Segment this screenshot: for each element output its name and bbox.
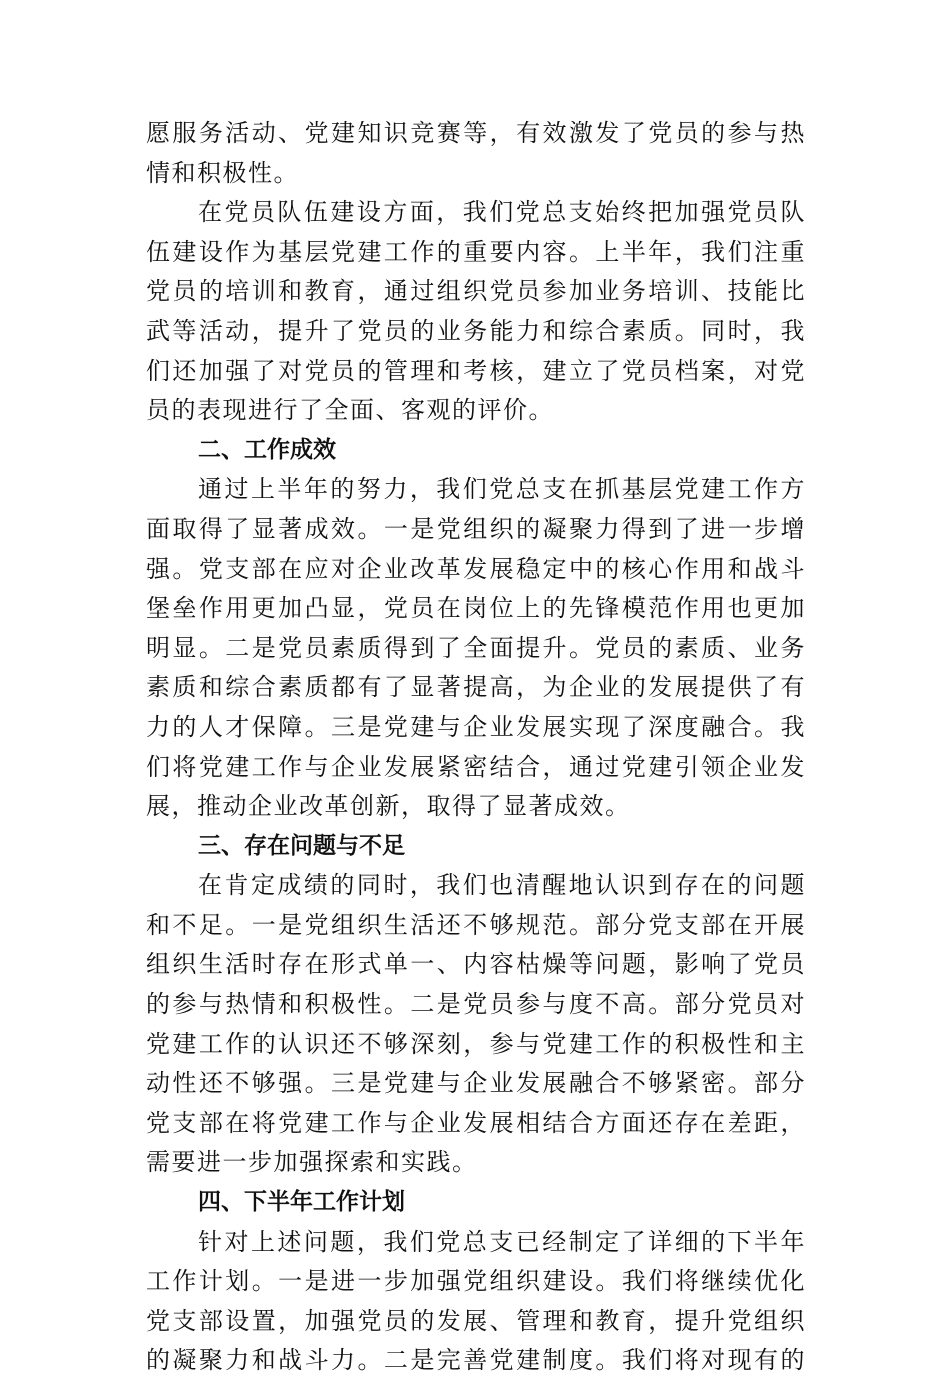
paragraph-line: 的凝聚力和战斗力。二是完善党建制度。我们将对现有的 xyxy=(146,1346,806,1375)
paragraph-line: 和不足。一是党组织生活还不够规范。部分党支部在开展 xyxy=(146,910,806,939)
paragraph-line: 党支部在将党建工作与企业发展相结合方面还存在差距， xyxy=(146,1108,806,1137)
paragraph-line: 愿服务活动、党建知识竞赛等，有效激发了党员的参与热 xyxy=(146,119,806,147)
paragraph-line: 伍建设作为基层党建工作的重要内容。上半年，我们注重 xyxy=(146,237,806,266)
paragraph-first-line: 通过上半年的努力，我们党总支在抓基层党建工作方 xyxy=(198,475,806,504)
paragraph-line: 党支部设置，加强党员的发展、管理和教育，提升党组织 xyxy=(146,1306,806,1335)
paragraph-line: 党建工作的认识还不够深刻，参与党建工作的积极性和主 xyxy=(146,1029,806,1058)
paragraph-last-line: 员的表现进行了全面、客观的评价。 xyxy=(146,396,554,425)
document-body xyxy=(146,114,806,1381)
paragraph-line: 强。党支部在应对企业改革发展稳定中的核心作用和战斗 xyxy=(146,554,806,583)
paragraph-line: 工作计划。一是进一步加强党组织建设。我们将继续优化 xyxy=(146,1267,806,1296)
paragraph-last-line: 需要进一步加强探索和实践。 xyxy=(146,1148,478,1177)
paragraph-last-line: 情和积极性。 xyxy=(146,158,299,187)
paragraph-line: 武等活动，提升了党员的业务能力和综合素质。同时，我 xyxy=(146,316,806,345)
paragraph-line: 面取得了显著成效。一是党组织的凝聚力得到了进一步增 xyxy=(146,514,806,543)
paragraph-line: 力的人才保障。三是党建与企业发展实现了深度融合。我 xyxy=(146,712,806,741)
section-heading: 二、工作成效 xyxy=(198,436,336,463)
paragraph-line: 们将党建工作与企业发展紧密结合，通过党建引领企业发 xyxy=(146,752,806,781)
paragraph-last-line: 展，推动企业改革创新，取得了显著成效。 xyxy=(146,792,631,821)
paragraph-line: 堡垒作用更加凸显，党员在岗位上的先锋模范作用也更加 xyxy=(146,594,806,623)
paragraph-line: 明显。二是党员素质得到了全面提升。党员的素质、业务 xyxy=(146,633,806,662)
paragraph-first-line: 在党员队伍建设方面，我们党总支始终把加强党员队 xyxy=(198,198,806,227)
paragraph-first-line: 针对上述问题，我们党总支已经制定了详细的下半年 xyxy=(198,1227,806,1256)
paragraph-first-line: 在肯定成绩的同时，我们也清醒地认识到存在的问题 xyxy=(198,871,806,900)
section-heading: 四、下半年工作计划 xyxy=(198,1189,405,1216)
paragraph-line: 党员的培训和教育，通过组织党员参加业务培训、技能比 xyxy=(146,277,806,306)
paragraph-line: 的参与热情和积极性。二是党员参与度不高。部分党员对 xyxy=(146,990,806,1019)
paragraph-line: 素质和综合素质都有了显著提高，为企业的发展提供了有 xyxy=(146,673,806,702)
paragraph-line: 动性还不够强。三是党建与企业发展融合不够紧密。部分 xyxy=(146,1069,806,1098)
section-heading: 三、存在问题与不足 xyxy=(198,832,405,859)
paragraph-line: 组织生活时存在形式单一、内容枯燥等问题，影响了党员 xyxy=(146,950,806,979)
paragraph-line: 们还加强了对党员的管理和考核，建立了党员档案，对党 xyxy=(146,356,806,385)
